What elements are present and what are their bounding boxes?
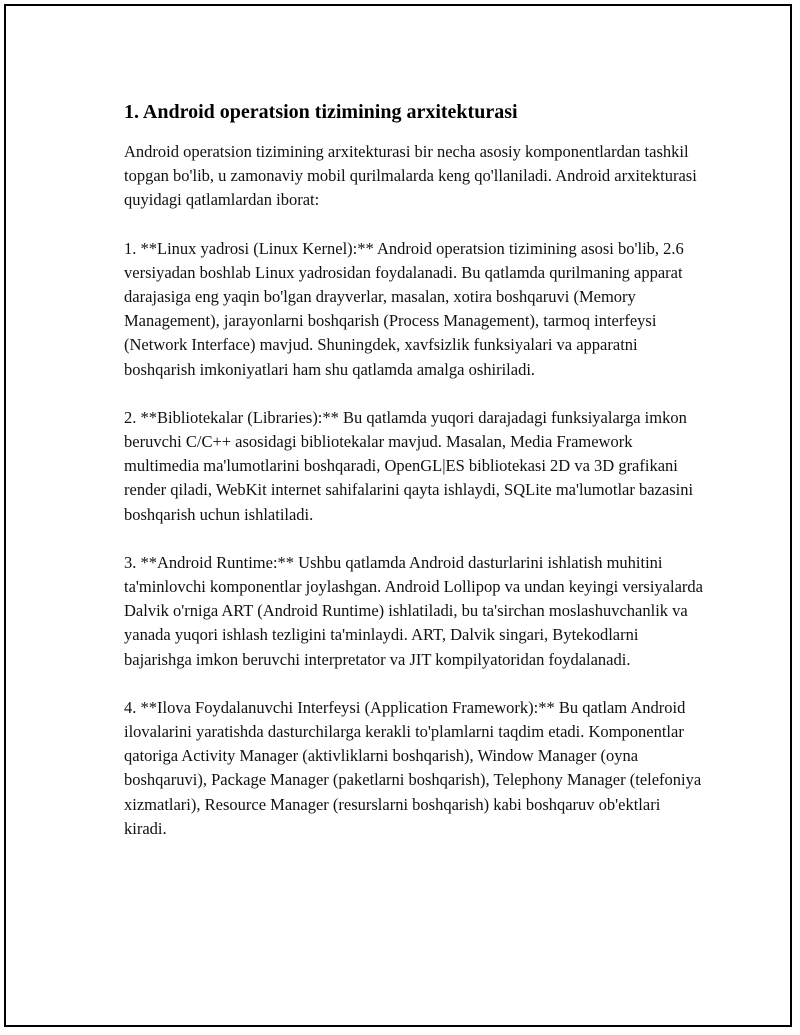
- libraries-paragraph: 2. **Bibliotekalar (Libraries):** Bu qatlamda yuqori darajadagi funksiyalarga imkon beruvchi C/C++ asosidagi bibliotekalar mavjud. Masalan, Media Framework multimedia ma'lumotlarini boshqaradi, OpenGL|ES bibliotekasi 2D va 3D grafikani render qiladi, WebKit internet sahifalarini qayta ishlaydi, SQLite ma'lumotlar bazasini boshqarish uchun ishlatiladi.: [124, 407, 694, 524]
- document-page: [4, 4, 792, 1027]
- document-title: 1. Android operatsion tizimining arxitekturasi: [124, 101, 518, 123]
- document-body: [124, 98, 704, 865]
- application-framework-paragraph: 4. **Ilova Foydalanuvchi Interfeysi (Application Framework):** Bu qatlam Android ilovalarini yaratishda dasturchilarga kerakli to'plamlarni taqdim etadi. Komponentlar qatoriga Activity Manager (aktivliklarni boshqarish), Window Manager (oyna boshqaruvi), Package Manager (paketlarni boshqarish), Telephony Manager (telefoniya xizmatlari), Resource Manager (resurslarni boshqarish) kabi boshqaruv ob'ektlari kiradi.: [124, 697, 702, 838]
- intro-paragraph: Android operatsion tizimining arxitekturasi bir necha asosiy komponentlardan tashkil topgan bo'lib, u zamonaviy mobil qurilmalarda keng qo'llaniladi. Android arxitekturasi quyidagi qatlamlardan iborat:: [124, 142, 697, 210]
- android-runtime-paragraph: 3. **Android Runtime:** Ushbu qatlamda Android dasturlarini ishlatish muhitini ta'minlovchi komponentlar joylashgan. Android Lollipop va undan keyingi versiyalarda Dalvik o'rniga ART (Android Runtime) ishlatiladi, bu ta'sirchan moslashuvchanlik va yanada yuqori ishlash tezligini ta'minlaydi. ART, Dalvik singari, Bytekodlarni bajarishga imkon beruvchi interpretator va JIT kompilyatoridan foydalanadi.: [124, 552, 703, 669]
- linux-kernel-paragraph: 1. **Linux yadrosi (Linux Kernel):** Android operatsion tizimining asosi bo'lib, 2.6 versiyadan boshlab Linux yadrosidan foydalanadi. Bu qatlamda qurilmaning apparat darajasiga eng yaqin bo'lgan drayverlar, masalan, xotira boshqaruvi (Memory Management), jarayonlarni boshqarish (Process Management), tarmoq interfeysi (Network Interface) mavjud. Shuningdek, xavfsizlik funksiyalari va apparatni boshqarish imkoniyatlari ham shu qatlamda amalga oshiriladi.: [124, 238, 684, 379]
